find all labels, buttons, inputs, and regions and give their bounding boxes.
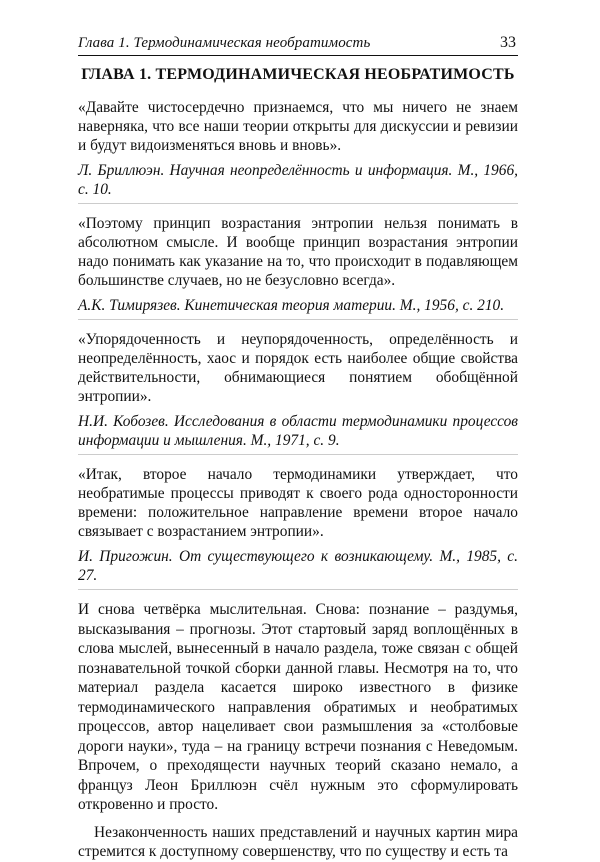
epigraph [78, 330, 518, 455]
running-title: Глава 1. Термодинамическая необратимость [78, 35, 371, 51]
epigraph-quote: «Итак, второе начало термодинамики утверждает, что необратимые процессы приводят к своего рода односторонности времени: положительное направление времени второе начало связывает с возрастанием энтропии». [78, 466, 518, 540]
chapter-title: ГЛАВА 1. ТЕРМОДИНАМИЧЕСКАЯ НЕОБРАТИМОСТЬ [81, 66, 515, 83]
running-header [78, 33, 518, 56]
epigraph [78, 98, 518, 204]
epigraph-source: Л. Бриллюэн. Научная неопределённость и информация. М., 1966, с. 10. [78, 161, 518, 204]
body-paragraph: И снова четвёрка мыслительная. Снова: познание – раздумья, высказывания – прогнозы. Этот стартовый заряд воплощённых в слова мыслей, вынесенный в начало раздела, тоже связан с общей познавательной точкой сборки данной главы. Несмотря на то, что материал раздела касается широко известного в физике термодинамического направления обратимых и необратимых процессов, автор нацеливает свои размышления за «столбовые дороги науки», туда – на границу встречи познания с Неведомым. Впрочем, о преходящести научных теорий сказано немало, а француз Леон Бриллюэн счёл нужным это сформулировать откровенно и просто. [78, 601, 518, 813]
epigraph [78, 465, 518, 590]
epigraph [78, 214, 518, 320]
epigraph-source: И. Пригожин. От существующего к возникающему. М., 1985, с. 27. [78, 547, 518, 590]
epigraph-quote: «Давайте чистосердечно признаемся, что мы ничего не знаем наверняка, что все наши теории открыты для дискуссии и ревизии и будут видоизменяться вновь и вновь». [78, 99, 518, 154]
epigraph-source: Н.И. Кобозев. Исследования в области термодинамики процессов информации и мышления. М., 1971, с. 9. [78, 412, 518, 455]
epigraph-source: А.К. Тимирязев. Кинетическая теория материи. М., 1956, с. 210. [78, 296, 518, 320]
page-content [78, 66, 518, 862]
body-paragraph: Незаконченность наших представлений и научных картин мира стремится к доступному совершенству, что по существу и есть та [78, 823, 518, 860]
page-number: 33 [500, 34, 516, 51]
epigraph-quote: «Поэтому принцип возрастания энтропии нельзя понимать в абсолютном смысле. И вообще принцип возрастания энтропии надо понимать как указание на то, что происходит в подавляющем большинстве случаев, но не безусловно всегда». [78, 215, 518, 289]
epigraph-quote: «Упорядоченность и неупорядоченность, определённость и неопределённость, хаос и порядок есть наиболее общие свойства действительности, обнимающиеся понятием обобщённой энтропии». [78, 331, 518, 405]
